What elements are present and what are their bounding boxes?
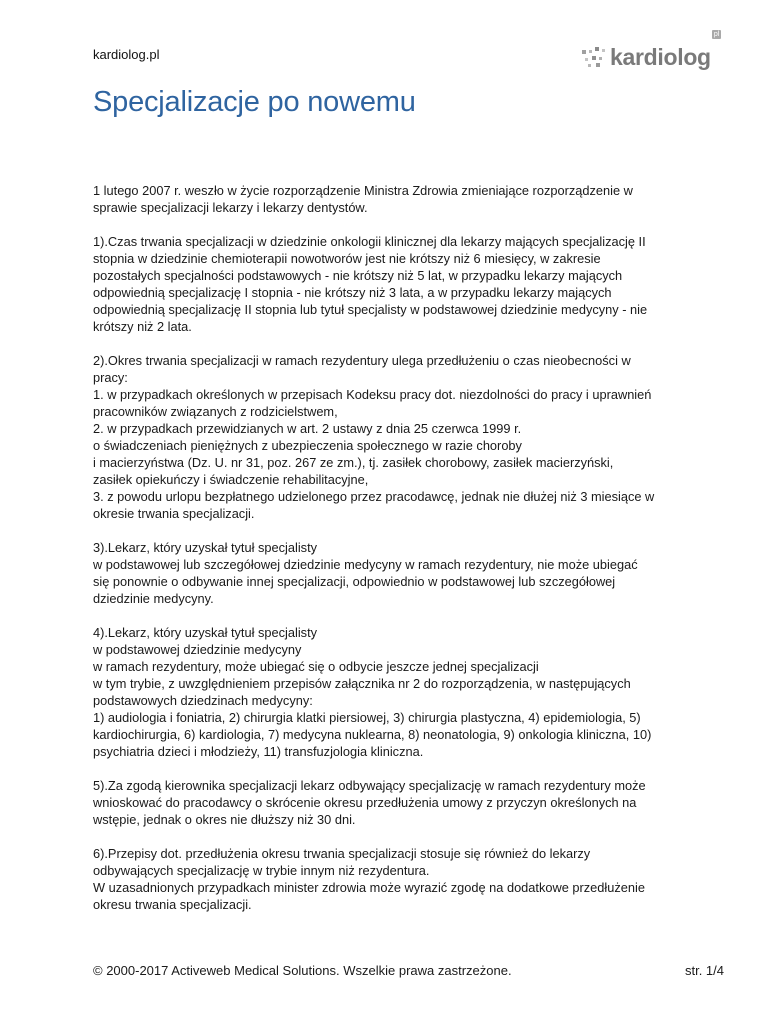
paragraph-line: 3. z powodu urlopu bezpłatnego udzielonego przez pracodawcę, jednak nie dłużej niż 3 miesiące w	[93, 489, 655, 504]
paragraph	[93, 777, 733, 828]
article-body	[93, 182, 733, 930]
paragraph-line: 1 lutego 2007 r. weszło w życie rozporządzenie Ministra Zdrowia zmieniające rozporządzenie w	[93, 183, 633, 198]
paragraph	[93, 352, 733, 522]
paragraph-line: w podstawowej lub szczegółowej dziedzinie medycyny w ramach rezydentury, nie może ubiegać	[93, 557, 638, 572]
paragraph-line: 1) audiologia i foniatria, 2) chirurgia klatki piersiowej, 3) chirurgia plastyczna, 4) epidemiologia, 5)	[93, 710, 641, 725]
paragraph-line: pracy:	[93, 370, 128, 385]
paragraph-line: pracowników związanych z rodzicielstwem,	[93, 404, 338, 419]
paragraph	[93, 845, 733, 913]
kardiolog-logo	[582, 31, 721, 72]
paragraph-line: wnioskować do pracodawcy o skrócenie okresu przedłużenia umowy z przyczyn określonych na	[93, 795, 637, 810]
paragraph-line: 6).Przepisy dot. przedłużenia okresu trwania specjalizacji stosuje się również do lekarzy	[93, 846, 591, 861]
paragraph-line: dziedzinie medycyny.	[93, 591, 214, 606]
paragraph-line: odpowiednią specjalizację II stopnia lub tytuł specjalisty w podstawowej dziedzinie medycyny - nie	[93, 302, 648, 317]
paragraph	[93, 624, 733, 760]
paragraph-line: się ponownie o odbywanie innej specjalizacji, odpowiednio w podstawowej lub szczegółowej	[93, 574, 616, 589]
logo-text: kardiolog	[610, 43, 711, 70]
paragraph-line: sprawie specjalizacji lekarzy i lekarzy dentystów.	[93, 200, 368, 215]
paragraph-line: stopnia w dziedzinie chemioterapii nowotworów jest nie krótszy niż 6 miesięcy, w zakresie	[93, 251, 601, 266]
paragraph-line: odbywających specjalizację w trybie innym niż rezydentura.	[93, 863, 430, 878]
paragraph-line: okresu trwania specjalizacji.	[93, 897, 252, 912]
paragraph-line: wstępie, jednak o okres nie dłuższy niż 30 dni.	[93, 812, 356, 827]
paragraph-line: kardiochirurgia, 6) kardiologia, 7) medycyna nuklearna, 8) neonatologia, 9) onkologia kliniczna, 10)	[93, 727, 652, 742]
paragraph-line: odpowiednią specjalizację I stopnia - nie krótszy niż 3 lata, a w przypadku lekarzy mających	[93, 285, 612, 300]
paragraph-line: w ramach rezydentury, może ubiegać się o odbycie jeszcze jednej specjalizacji	[93, 659, 539, 674]
paragraph-line: krótszy niż 2 lata.	[93, 319, 192, 334]
paragraph-line: 1).Czas trwania specjalizacji w dziedzinie onkologii klinicznej dla lekarzy mających specjalizację II	[93, 234, 646, 249]
paragraph-line: 2. w przypadkach przewidzianych w art. 2 ustawy z dnia 25 czerwca 1999 r.	[93, 421, 522, 436]
footer-copyright: © 2000-2017 Activeweb Medical Solutions. Wszelkie prawa zastrzeżone.	[93, 963, 512, 978]
paragraph-line: 4).Lekarz, który uzyskał tytuł specjalisty	[93, 625, 318, 640]
paragraph-line: 1. w przypadkach określonych w przepisach Kodeksu pracy dot. niezdolności do pracy i uprawnień	[93, 387, 652, 402]
paragraph	[93, 182, 733, 216]
logo-dots-icon	[582, 46, 608, 70]
paragraph-line: i macierzyństwa (Dz. U. nr 31, poz. 267 ze zm.), tj. zasiłek chorobowy, zasiłek macierzyński,	[93, 455, 614, 470]
paragraph	[93, 539, 733, 607]
paragraph-line: 2).Okres trwania specjalizacji w ramach rezydentury ulega przedłużeniu o czas nieobecności w	[93, 353, 631, 368]
paragraph-line: podstawowych dziedzinach medycyny:	[93, 693, 313, 708]
page-title: Specjalizacje po nowemu	[93, 86, 416, 118]
paragraph-line: zasiłek opiekuńczy i świadczenie rehabilitacyjne,	[93, 472, 369, 487]
page-number: str. 1/4	[684, 963, 724, 978]
paragraph-line: okresie trwania specjalizacji.	[93, 506, 255, 521]
paragraph-line: psychiatria dzieci i młodzieży, 11) transfuzjologia kliniczna.	[93, 744, 424, 759]
paragraph-line: 3).Lekarz, który uzyskał tytuł specjalisty	[93, 540, 318, 555]
paragraph-line: pozostałych specjalności podstawowych - nie krótszy niż 5 lat, w przypadku lekarzy mających	[93, 268, 623, 283]
paragraph-line: 5).Za zgodą kierownika specjalizacji lekarz odbywający specjalizację w ramach rezydentury może	[93, 778, 646, 793]
paragraph-line: w tym trybie, z uwzględnieniem przepisów załącznika nr 2 do rozporządzenia, w następujących	[93, 676, 631, 691]
paragraph-line: W uzasadnionych przypadkach minister zdrowia może wyrazić zgodę na dodatkowe przedłużenie	[93, 880, 645, 895]
paragraph	[93, 233, 733, 335]
paragraph-line: o świadczeniach pieniężnych z ubezpieczenia społecznego w razie choroby	[93, 438, 522, 453]
site-name: kardiolog.pl	[93, 47, 160, 62]
logo-badge: pl	[713, 31, 720, 38]
paragraph-line: w podstawowej dziedzinie medycyny	[93, 642, 302, 657]
